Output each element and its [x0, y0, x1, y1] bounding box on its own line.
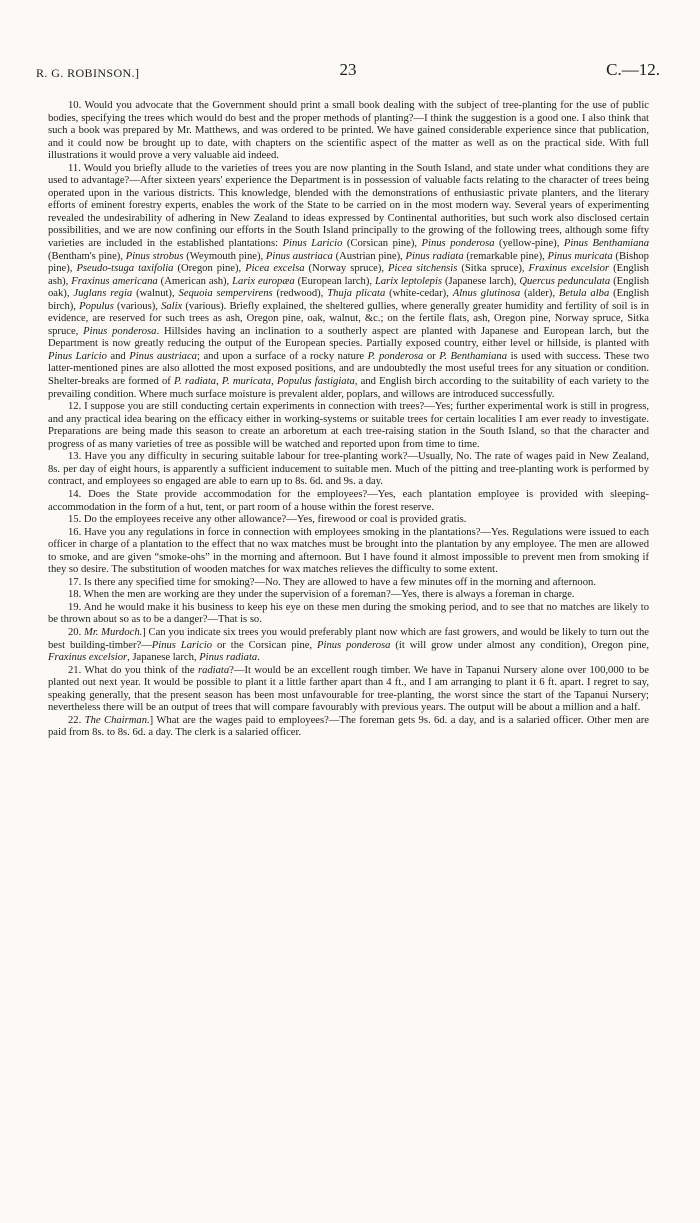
- header-witness-name: R. G. ROBINSON.]: [36, 66, 140, 80]
- testimony-paragraph: 21. What do you think of the radiata?—It would be an excellent rough timber. We have in Tapanui Nursery alone over 100,000 to be planted out next year. It would be possible to plant it a little farther apart than 4 ft., and I am arranging to plant it 6 ft. apart. I regret to say, speaking generally, that the present season has been most unfavourable for tree-planting, the worst since the start of the Tapanui Nursery; nevertheless there will be an output of trees that will compare favourably with previous years. The output will be about a million and a half.: [48, 664, 649, 714]
- testimony-paragraph: 13. Have you any difficulty in securing suitable labour for tree-planting work?—Usually, No. The rate of wages paid in New Zealand, 8s. per day of eight hours, is apparently a sufficient inducement to suitable men. Much of the pitting and tree-planting work is performed by contract, and employees so engaged are able to earn up to 8s. 6d. and 9s. a day.: [48, 451, 649, 488]
- testimony-paragraph: 22. The Chairman.] What are the wages paid to employees?—The foreman gets 9s. 6d. a day, and is a salaried officer. Other men are paid from 8s. to 8s. 6d. a day. The clerk is a salaried officer.: [48, 714, 650, 739]
- testimony-paragraph: 16. Have you any regulations in force in connection with employees smoking in the plantations?—Yes. Regulations were issued to each officer in charge of a plantation to the effect that no wax matches must be brought into the plantation by any employee. The men are allowed to smoke, and are given “smoke-ohs” in the morning and afternoon. But I have found it almost impossible to prevent men from smoking if they so desire. The substitution of wooden matches for wax matches relieves the difficulty to some extent.: [48, 526, 649, 576]
- testimony-paragraph: 18. When the men are working are they under the supervision of a foreman?—Yes, there is always a foreman in charge.: [68, 589, 575, 601]
- testimony-paragraph: 15. Do the employees receive any other allowance?—Yes, firewood or coal is provided gratis.: [68, 514, 467, 526]
- testimony-paragraph: 19. And he would make it his business to keep his eye on these men during the smoking period, and to see that no matches are likely to be thrown about so as to be a danger?—That is so.: [48, 601, 649, 626]
- testimony-paragraph: 14. Does the State provide accommodation for the employees?—Yes, each plantation employee is provided with sleeping-accommodation in the form of a hut, tent, or part room of a house within the forest reserve.: [48, 488, 649, 513]
- page-header: [36, 60, 660, 82]
- document-body: [48, 100, 649, 740]
- testimony-paragraph: 17. Is there any specified time for smoking?—No. They are allowed to have a few minutes off in the morning and afternoon.: [68, 576, 596, 588]
- testimony-paragraph: 20. Mr. Murdoch.] Can you indicate six trees you would preferably plant now which are fast growers, and would be likely to turn out the best building-timber?—Pinus Laricio or the Corsican pine, Pinus ponderosa (it will grow under almost any condition), Oregon pine, Fraxinus excelsior, Japanese larch, Pinus radiata.: [48, 626, 649, 664]
- document-reference: C.—12.: [606, 60, 660, 79]
- testimony-paragraph: 11. Would you briefly allude to the varieties of trees you are now planting in the South Island, and state under what conditions they are used to advantage?—After sixteen years' experience the Department is in possession of valuable facts relating to the character of trees being operated upon in the various districts. This knowledge, blended with the demonstrations of enthusiastic private planters, and the literary efforts of eminent forestry experts, enables the work of the State to be carried on in the most modern way. Several years of experimenting revealed the undesirability of adhering in New Zealand to ideas expressed by Continental authorities, but such work also disclosed certain possibilities, and we are now confining our efforts in the South Island principally to the growing of the following trees, although some fifty varieties are included in the established plantations: Pinus Laricio (Corsican pine), Pinus ponderosa (yellow-pine), Pinus Benthamiana (Bentham's pine), Pinus strobus (Weymouth pine), Pinus austriaca (Austrian pine), Pinus radiata (remarkable pine), Pinus muricata (Bishop pine), Pseudo-tsuga taxifolia (Oregon pine), Picea excelsa (Norway spruce), Picea sitchensis (Sitka spruce), Fraxinus excelsior (English ash), Fraxinus americana (American ash), Larix europæa (European larch), Larix leptolepis (Japanese larch), Quercus pedunculata (English oak), Juglans regia (walnut), Sequoia sempervirens (redwood), Thuja plicata (white-cedar), Alnus glutinosa (alder), Betula alba (English birch), Populus (various), Salix (various). Briefly explained, the sheltered gullies, where generally greater humidity and fertility of soil is in evidence, are reserved for such trees as ash, Oregon pine, oak, walnut, &c.; on the fertile flats, ash, Oregon pine, Norway spruce, Sitka spruce, Pinus ponderosa. Hillsides having an inclination to a southerly aspect are planted with Japanese and European larch, but the Department is now greatly reducing the output of the European species. Partially exposed country, either level or hillside, is planted with Pinus Laricio and Pinus austriaca; and upon a surface of a rocky nature P. ponderosa or P. Benthamiana is used with success. These two latter-mentioned pines are also allotted the most exposed positions, and are undoubtedly the most useful trees for any situation or condition. Shelter-breaks are formed of P. radiata, P. muricata, Populus fastigiata, and English birch according to the suitability of each variety to the prevailing condition. Where much surface moisture is prevalent alder, poplars, and willows are introduced successfully.: [48, 162, 650, 400]
- testimony-paragraph: 10. Would you advocate that the Government should print a small book dealing with the subject of tree-planting for the use of public bodies, specifying the trees which would do best and the proper methods of planting?—I think the suggestion is a good one. I also think that such a book was prepared by Mr. Matthews, and was ordered to be printed. We have gained considerable experience since that publication, and it could now be brought up to date, with chapters on the scientific aspect of the matter as well as on the practical side. With full illustrations it would prove a very valuable aid indeed.: [48, 100, 649, 162]
- testimony-paragraph: 12. I suppose you are still conducting certain experiments in connection with trees?—Yes; further experimental work is still in progress, and any practical idea bearing on the efficacy either in working-systems or suitable trees for certain localities I am ever ready to investigate. Preparations are being made this season to create an arboretum at each tree-raising station in the South Island, so that the character and progress of as many varieties of tree as possible will be watched and reported upon from time to time.: [48, 401, 649, 450]
- page-number: 23: [339, 60, 357, 79]
